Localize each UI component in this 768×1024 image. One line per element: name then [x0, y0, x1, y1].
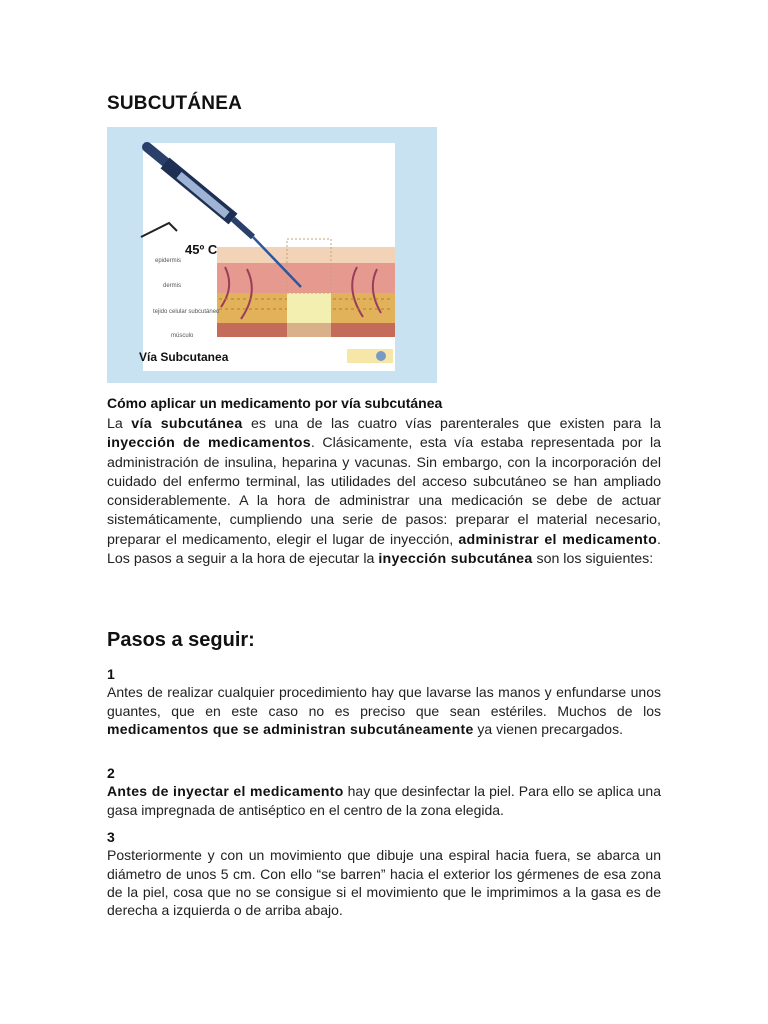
intro-paragraph: La vía subcutánea es una de las cuatro vías parenterales que existen para la inyección de medicamentos. Clásicamente, esta vía estaba representada por la administración de insulina, heparina y vacunas. Sin embargo, con la incorporación del cuidado del enfermo terminal, las utilidades del acceso subcutáneo se han ampliado considerablemente. A la hora de administrar una medicación se debe de actuar sistemáticamente, cumpliendo una serie de pasos: preparar el material necesario, preparar el medicamento, elegir el lugar de inyección, administrar el medicamento. Los pasos a seguir a la hora de ejecutar la inyección subcutánea son los siguientes:: [107, 416, 661, 568]
layer-label: dermis: [163, 283, 182, 289]
page-title: SUBCUTÁNEA: [107, 93, 242, 114]
figure-caption: Vía Subcutanea: [139, 350, 229, 364]
step-number: 2: [107, 765, 115, 781]
dermis-layer: [217, 263, 395, 293]
layer-label: tejido celular subcutáneo: [153, 309, 220, 315]
step-item: 1 Antes de realizar cualquier procedimiento hay que lavarse las manos y enfundarse unos guantes, que en este caso no es preciso que sean estériles. Muchos de los medicamentos que se administran subcutáneamente ya vienen precargados.: [107, 666, 661, 737]
section-subtitle: Cómo aplicar un medicamento por vía subcutánea: [107, 395, 443, 411]
step-item: 2 Antes de inyectar el medicamento hay que desinfectar la piel. Para ello se aplica una gasa impregnada de antiséptico en el centro de la zona elegida.: [107, 765, 661, 818]
steps-heading: Pasos a seguir:: [107, 629, 255, 651]
layer-label: músculo: [171, 333, 194, 339]
angle-label: 45º C: [185, 242, 218, 257]
subcutaneous-diagram: [107, 127, 437, 383]
logo-icon: [376, 351, 386, 361]
epidermis-layer: [217, 247, 395, 263]
step-item: 3 Posteriormente y con un movimiento que dibuje una espiral hacia fuera, se abarca un diámetro de unos 5 cm. Con ello “se barren” hacia el exterior los gérmenes de esa zona de la piel, cosa que no se consigue si el movimiento que le imprimimos a la gasa es de derecha a izquierda o de arriba abajo.: [107, 829, 661, 919]
layer-label: epidermis: [155, 258, 182, 264]
injection-illustration: [107, 127, 437, 383]
step-number: 3: [107, 829, 115, 845]
step-number: 1: [107, 666, 115, 682]
